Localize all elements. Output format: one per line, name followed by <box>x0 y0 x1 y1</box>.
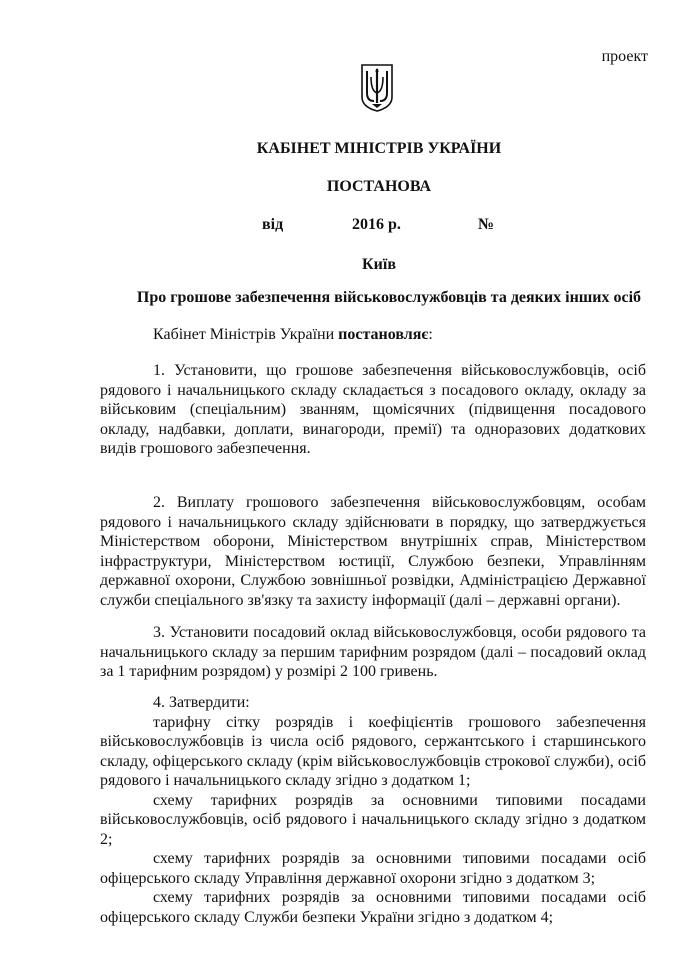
list-item: схему тарифних розрядів за основними типовими посадами осіб офіцерського складу Служби безпеки України згідно з додатком 4; <box>100 889 646 926</box>
paragraph-2-text: 2. Виплату грошового забезпечення військовослужбовцям, особам рядового і начальницького складу здійснювати в порядку, що затверджується Міністерством оборони, Міністерством внутрішніх справ, Міністерством інфраструктури, Міністерством юстиції, Службою безпеки, Управлінням державної охорони, Службою зовнішньої розвідки, Адміністрацією Державної служби спеціального зв'язку та захисту інформації (далі – державні органи). <box>100 494 646 609</box>
paragraph-1-text: 1. Установити, що грошове забезпечення військовослужбовців, осіб рядового і начальницького складу складається з посадового окладу, окладу за військовим (спеціальним) званням, щомісячних (підвищення посадового окладу, надбавки, доплати, винагороди, премії) та одноразових додаткових видів грошового забезпечення. <box>100 362 646 457</box>
intro-colon: : <box>428 326 433 343</box>
list-item: тарифну сітку розрядів і коефіцієнтів грошового забезпечення військовослужбовців із числа осіб рядового, сержантського і старшинського складу, офіцерського складу (крім військовослужбовців строкової служби), осіб рядового і начальницького складу згідно з додатком 1; <box>100 713 646 789</box>
draft-label: проект <box>601 48 648 65</box>
paragraph-4-heading: 4. Затвердити: <box>153 694 250 711</box>
paragraph-2 <box>100 493 646 610</box>
list-item: схему тарифних розрядів за основними типовими посадами осіб офіцерського складу Управління державної охорони згідно з додатком 3; <box>100 850 646 887</box>
city-heading: Київ <box>362 256 396 273</box>
date-year: 2016 р. <box>352 216 401 233</box>
intro-bold-word: постановляє <box>338 326 429 343</box>
document-type-heading: ПОСТАНОВА <box>326 178 432 195</box>
intro-text: Кабінет Міністрів України <box>153 326 339 343</box>
intro-paragraph <box>100 325 646 345</box>
paragraph-4 <box>100 693 646 927</box>
issuer-heading: КАБІНЕТ МІНІСТРІВ УКРАЇНИ <box>256 140 502 157</box>
subject-heading: Про грошове забезпечення військовослужбовців та деяких інших осіб <box>136 289 642 306</box>
paragraph-1 <box>100 361 646 459</box>
paragraph-3 <box>100 623 646 682</box>
number-sign: № <box>478 216 495 233</box>
list-item: схему тарифних розрядів за основними типовими посадами військовослужбовців, осіб рядового і начальницького складу згідно з додатком 2; <box>100 791 646 848</box>
date-prefix: від <box>262 216 284 233</box>
tryzub-coat-of-arms-icon <box>360 63 394 113</box>
paragraph-3-text: 3. Установити посадовий оклад військовослужбовця, особи рядового та начальницького складу за першим тарифним розрядом (далі – посадовий оклад за 1 тарифним розрядом) у розмірі 2 100 гривень. <box>100 624 646 680</box>
